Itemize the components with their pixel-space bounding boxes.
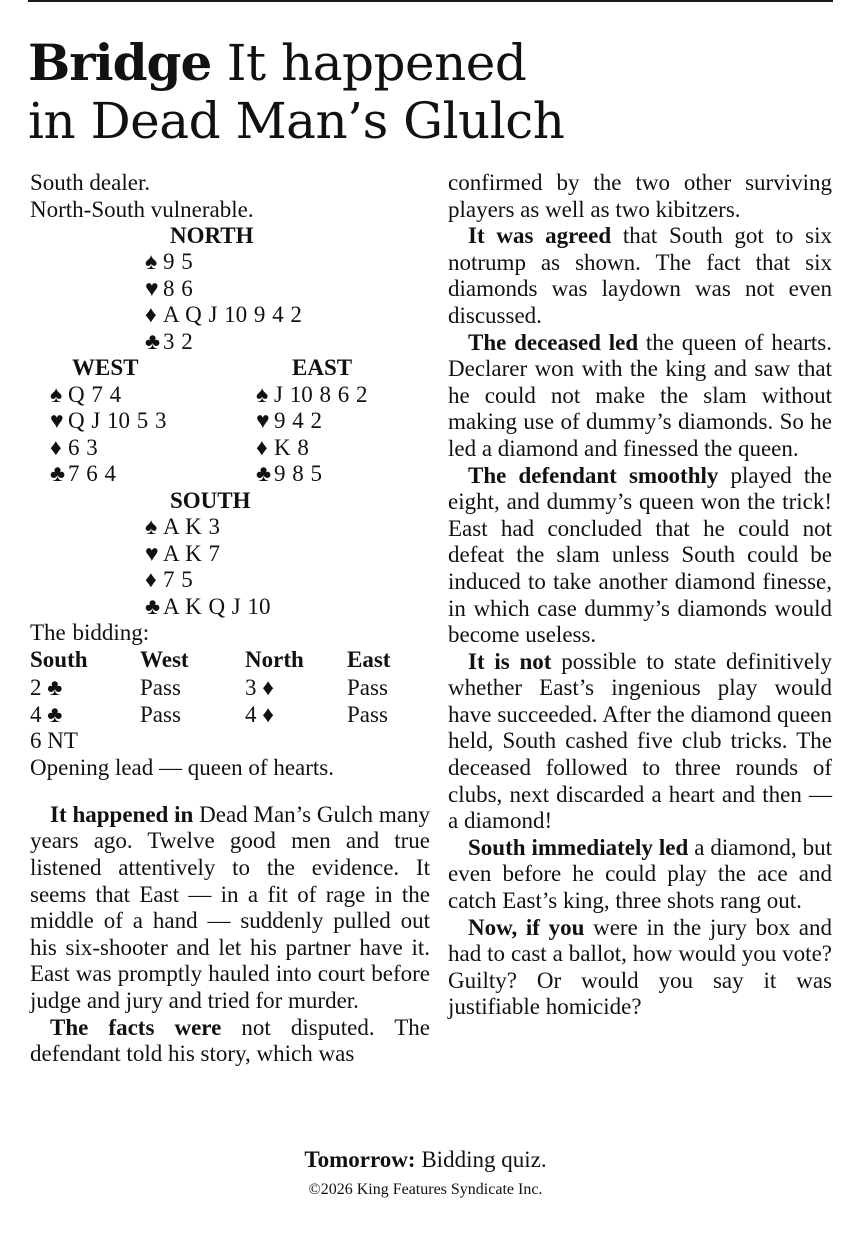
east-hearts: ♥ 9 4 2	[256, 408, 322, 434]
article-paragraph: The deceased led the queen of hearts. Declarer won with the king and saw that he could not make the slam without making use of dummy’s diamonds. So he led a diamond and finessed the queen.	[448, 329, 832, 461]
heart-icon: ♥	[145, 275, 159, 301]
spade-icon: ♠	[145, 514, 158, 540]
bid-cell: Pass	[140, 675, 181, 701]
north-clubs: ♣ 3 2	[145, 328, 193, 354]
bid-cell: Pass	[140, 701, 181, 727]
heart-icon: ♥	[256, 408, 270, 434]
south-spades: ♠ A K 3	[145, 514, 220, 540]
east-diamonds: ♦ K 8	[256, 434, 309, 460]
bid-cell: 4 ♣	[30, 701, 63, 727]
spade-icon: ♠	[50, 381, 63, 407]
bid-cell: 6 NT	[30, 728, 78, 754]
north-hearts: ♥ 8 6	[145, 275, 193, 301]
headline-kicker: Bridge	[28, 33, 212, 92]
east-spades: ♠ J 10 8 6 2	[256, 381, 368, 407]
article-paragraph: It is not possible to state definitively whether East’s ingenious play would have succeeded. After the diamond queen held, South cashed five club tricks. The deceased followed to three rounds of clubs, next discarded a heart and then — a diamond!	[448, 648, 832, 834]
west-hearts: ♥ Q J 10 5 3	[50, 408, 167, 434]
article-paragraph: Now, if you were in the jury box and had to cast a ballot, how would you vote? Guilty? Or would you say it was justifiable homicide?	[448, 914, 832, 1020]
diamond-icon: ♦	[50, 434, 62, 460]
heart-icon: ♥	[50, 408, 64, 434]
south-hearts: ♥ A K 7	[145, 540, 220, 566]
article-paragraph: The facts were not disputed. The defendant told his story, which was	[30, 1014, 431, 1067]
west-clubs: ♣ 7 6 4	[50, 461, 116, 487]
headline-line2: in Dead Man’s Glulch	[28, 92, 565, 150]
south-label: SOUTH	[170, 487, 251, 513]
north-spades: ♠ 9 5	[145, 249, 193, 275]
bidding-table	[30, 675, 430, 755]
diamond-icon: ♦	[145, 567, 157, 593]
spade-icon: ♠	[256, 381, 269, 407]
bidding-title: The bidding:	[30, 620, 150, 646]
south-diamonds: ♦ 7 5	[145, 567, 193, 593]
headline-line1: It happened	[226, 34, 527, 92]
club-icon: ♣	[145, 328, 161, 354]
club-icon: ♣	[145, 593, 161, 619]
dealer-line: South dealer.	[30, 170, 151, 195]
east-label: EAST	[292, 355, 353, 381]
bid-cell: 4 ♦	[245, 701, 274, 727]
top-rule	[28, 0, 833, 2]
west-diamonds: ♦ 6 3	[50, 434, 98, 460]
heart-icon: ♥	[145, 540, 159, 566]
tomorrow-note: Tomorrow: Bidding quiz.	[304, 1147, 547, 1172]
north-diamonds: ♦ A Q J 10 9 4 2	[145, 302, 302, 328]
south-clubs: ♣ A K Q J 10	[145, 593, 271, 619]
north-label: NORTH	[170, 223, 254, 249]
diamond-icon: ♦	[256, 434, 268, 460]
article-paragraph: The defendant smoothly played the eight, and dummy’s queen won the trick! East had concluded that he could not defeat the slam unless South could be induced to take another diamond finesse, in which case dummy’s diamonds would become useless.	[448, 462, 832, 648]
copyright: ©2026 King Features Syndicate Inc.	[308, 1181, 543, 1198]
vulnerability-line: North-South vulnerable.	[30, 196, 254, 222]
bid-cell: 2 ♣	[30, 675, 63, 701]
bid-cell: Pass	[347, 675, 388, 701]
club-icon: ♣	[50, 461, 66, 487]
headline	[28, 34, 833, 150]
bid-header-south: South	[30, 646, 88, 672]
spade-icon: ♠	[145, 249, 158, 275]
article-paragraph: It was agreed that South got to six notrump as shown. The fact that six diamonds was laydown was not even discussed.	[448, 223, 832, 328]
left-column	[30, 170, 430, 1068]
article-paragraph-continued: confirmed by the two other surviving players as well as two kibitzers.	[448, 170, 832, 222]
west-label: WEST	[72, 355, 139, 381]
west-spades: ♠ Q 7 4	[50, 381, 122, 407]
club-icon: ♣	[256, 461, 272, 487]
bid-header-west: West	[140, 646, 189, 672]
bid-cell: 3 ♦	[245, 675, 274, 701]
diamond-icon: ♦	[145, 302, 157, 328]
east-clubs: ♣ 9 8 5	[256, 461, 322, 487]
article-paragraph: It happened in Dead Man’s Gulch many years ago. Twelve good men and true listened attentively to the evidence. It seems that East — in a fit of rage in the middle of a hand — suddenly pulled out his six-shooter and let his partner have it. East was promptly hauled into court before judge and jury and tried for murder.	[30, 801, 430, 1013]
bid-header-north: North	[245, 646, 304, 672]
bid-header-east: East	[347, 646, 391, 672]
opening-lead: Opening lead — queen of hearts.	[30, 755, 335, 781]
right-column	[448, 170, 832, 1021]
bid-cell: Pass	[347, 701, 388, 727]
bridge-diagram	[30, 223, 430, 675]
article-paragraph: South immediately led a diamond, but even before he could play the ace and catch East’s king, three shots rang out.	[448, 834, 832, 914]
